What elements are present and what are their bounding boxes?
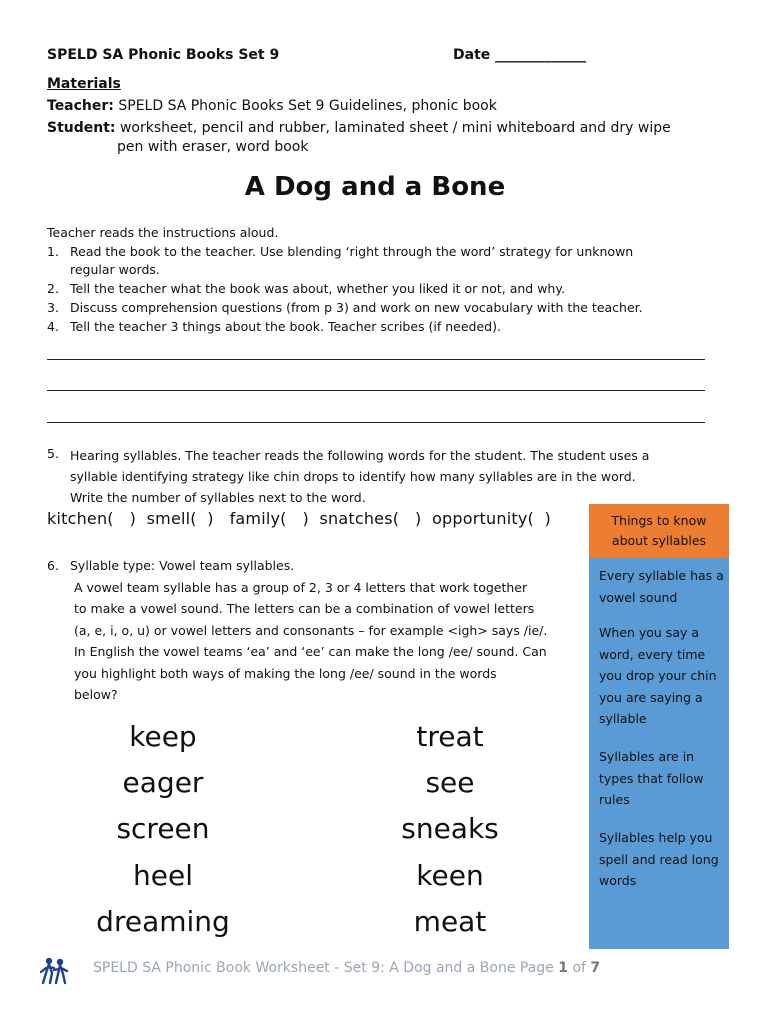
instruction-number: 2. bbox=[47, 281, 59, 296]
materials-teacher bbox=[47, 96, 497, 117]
materials-student bbox=[47, 118, 671, 139]
word-item[interactable]: eager bbox=[122, 766, 204, 799]
student-text-continued: pen with eraser, word book bbox=[117, 139, 309, 155]
word-item[interactable]: meat bbox=[413, 905, 487, 938]
word-item[interactable]: keep bbox=[129, 720, 197, 753]
word-item[interactable]: dreaming bbox=[96, 905, 230, 938]
q6-text: A vowel team syllable has a group of 2, 3 or 4 letters that work together bbox=[74, 580, 528, 595]
syllable-fact: Syllables help you spell and read long words bbox=[599, 830, 719, 888]
q5-text: syllable identifying strategy like chin drops to identify how many syllables are in the word. bbox=[70, 469, 636, 484]
word-item[interactable]: see bbox=[425, 766, 475, 799]
question-number: 5. bbox=[47, 446, 59, 461]
syllable-facts-heading bbox=[589, 504, 729, 558]
heading-line: Things to know bbox=[611, 513, 707, 528]
question-number: 6. bbox=[47, 558, 59, 573]
syllable-fact: Every syllable has a vowel sound bbox=[599, 568, 724, 605]
page-footer bbox=[93, 960, 600, 976]
syllable-fact: When you say a word, every time you drop your chin you are saying a syllable bbox=[599, 625, 717, 726]
page-title: A Dog and a Bone bbox=[244, 172, 506, 202]
page-total: 7 bbox=[590, 960, 601, 976]
q6-text: (a, e, i, o, u) or vowel letters and consonants – for example <igh> says /ie/. bbox=[74, 623, 548, 638]
instruction-item-continued: regular words. bbox=[70, 262, 160, 277]
q5-text: Write the number of syllables next to the word. bbox=[70, 490, 366, 505]
instruction-item: Discuss comprehension questions (from p 3) and work on new vocabulary with the teacher. bbox=[70, 300, 643, 315]
instruction-number: 1. bbox=[47, 244, 59, 259]
header-title: SPELD SA Phonic Books Set 9 bbox=[47, 47, 280, 63]
student-text: worksheet, pencil and rubber, laminated sheet / mini whiteboard and dry wipe bbox=[119, 120, 671, 136]
word-item[interactable]: sneaks bbox=[401, 812, 499, 845]
instruction-item: Tell the teacher what the book was about, whether you liked it or not, and why. bbox=[70, 281, 565, 296]
word-item[interactable]: heel bbox=[133, 859, 193, 892]
page-number: 1 bbox=[558, 960, 568, 976]
materials-heading: Materials bbox=[47, 76, 121, 92]
footer-of: of bbox=[568, 960, 591, 976]
q6-text: below? bbox=[74, 687, 118, 702]
word-item[interactable]: screen bbox=[116, 812, 210, 845]
q6-text: Syllable type: Vowel team syllables. bbox=[70, 558, 295, 573]
writing-line[interactable] bbox=[47, 422, 705, 423]
syllable-words: kitchen( ) smell( ) family( ) snatches( ) opportunity( ) bbox=[47, 509, 551, 528]
instruction-number: 4. bbox=[47, 319, 59, 334]
speld-logo-icon bbox=[40, 955, 70, 987]
q6-text: In English the vowel teams ‘ea’ and ‘ee’ can make the long /ee/ sound. Can bbox=[74, 644, 547, 659]
syllable-fact: Syllables are in types that follow rules bbox=[599, 749, 704, 807]
instructions-intro: Teacher reads the instructions aloud. bbox=[47, 225, 279, 240]
instruction-item: Tell the teacher 3 things about the book. Teacher scribes (if needed). bbox=[70, 319, 501, 334]
instruction-number: 3. bbox=[47, 300, 59, 315]
heading-line: about syllables bbox=[611, 533, 707, 548]
word-item[interactable]: keen bbox=[416, 859, 484, 892]
teacher-label: Teacher: bbox=[47, 98, 114, 114]
word-item[interactable]: treat bbox=[416, 720, 484, 753]
writing-line[interactable] bbox=[47, 359, 705, 360]
instruction-item: Read the book to the teacher. Use blending ‘right through the word’ strategy for unknown bbox=[70, 244, 634, 259]
teacher-text: SPELD SA Phonic Books Set 9 Guidelines, phonic book bbox=[118, 98, 497, 114]
writing-line[interactable] bbox=[47, 390, 705, 391]
date-field: Date _____________ bbox=[453, 47, 587, 63]
q6-text: to make a vowel sound. The letters can be a combination of vowel letters bbox=[74, 601, 535, 616]
footer-text: SPELD SA Phonic Book Worksheet - Set 9: A Dog and a Bone Page bbox=[93, 960, 559, 976]
student-label: Student: bbox=[47, 120, 116, 136]
q5-text: Hearing syllables. The teacher reads the following words for the student. The student uses a bbox=[70, 448, 650, 463]
q6-text: you highlight both ways of making the long /ee/ sound in the words bbox=[74, 666, 497, 681]
